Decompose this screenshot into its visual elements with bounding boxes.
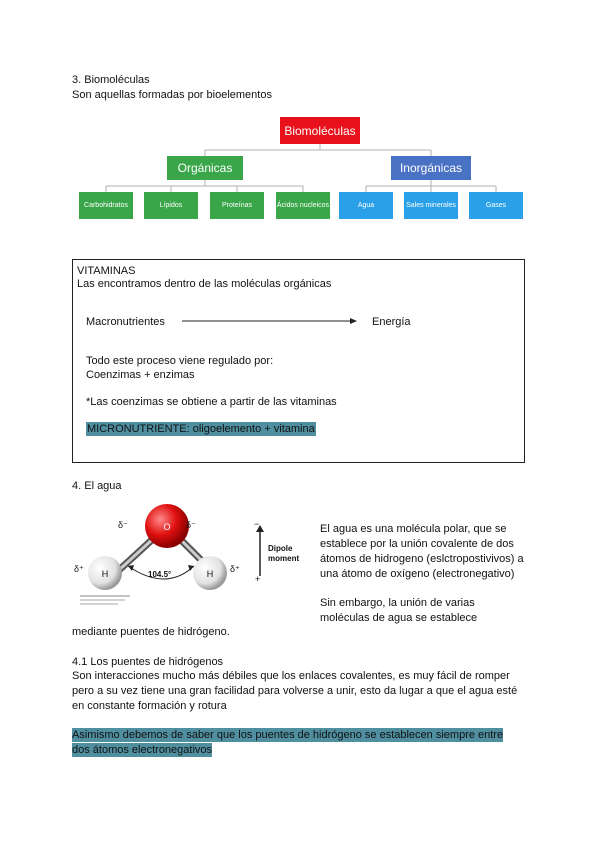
agua-para1-line4: una átomo de oxígeno (electronegativo): [320, 568, 515, 580]
agua-continuation: mediante puentes de hidrógeno.: [72, 626, 230, 638]
coenzimas-text: Coenzimas + enzimas: [86, 369, 195, 381]
oxygen-label: O: [163, 522, 171, 532]
dipole-label-1: Dipole: [268, 544, 293, 553]
delta-minus-left: δ⁻: [118, 520, 128, 530]
section-41-heading: 4.1 Los puentes de hidrógenos: [72, 656, 224, 668]
agua-para2-line1: Sin embargo, la unión de varias: [320, 597, 475, 609]
tree-leaf-agua: Agua: [339, 192, 393, 219]
tree-node-organicas: Orgánicas: [167, 156, 243, 180]
tree-leaf-sales-minerales: Sales minerales: [404, 192, 458, 219]
dipole-label-2: moment: [268, 554, 300, 563]
tree-leaf-carbohidratos: Carbohidratos: [79, 192, 133, 219]
energia-label: Energía: [372, 316, 411, 328]
section-3-heading: 3. Biomoléculas: [72, 74, 150, 86]
section-4-heading: 4. El agua: [72, 480, 122, 492]
highlight-line2: dos átomos electronegativos: [72, 744, 213, 756]
delta-minus-right: δ⁻: [186, 520, 196, 530]
nota-coenzimas: *Las coenzimas se obtiene a partir de las vitaminas: [86, 396, 337, 408]
section-41-line2: pero a su vez tiene una gran facilidad para volverse a unir, esto da lugar a que el agua esté: [72, 685, 518, 697]
agua-para1-line3: átomos de hidrogeno (eslctropostivivos) a: [320, 553, 524, 565]
tree-leaf-gases: Gases: [469, 192, 523, 219]
tree-node-inorganicas: Inorgánicas: [391, 156, 471, 180]
delta-plus-right: δ⁺: [230, 564, 240, 574]
section-41-line3: en constante formación y rotura: [72, 700, 227, 712]
tree-leaf-lipidos: Lípidos: [144, 192, 198, 219]
micronutriente-highlight: MICRONUTRIENTE: oligoelemento + vitamina: [87, 423, 315, 435]
macronutrientes-label: Macronutrientes: [86, 316, 165, 328]
hydrogen-right-label: H: [206, 569, 214, 579]
vitaminas-title: VITAMINAS: [77, 265, 136, 277]
agua-para2-line2: moléculas de agua se establece: [320, 612, 478, 624]
vitaminas-line1: Las encontramos dentro de las moléculas orgánicas: [77, 278, 332, 290]
section-3-subtitle: Son aquellas formadas por bioelementos: [72, 89, 272, 101]
agua-para1-line2: establece por la unión covalente de dos: [320, 538, 514, 550]
agua-para1-line1: El agua es una molécula polar, que se: [320, 523, 507, 535]
tree-leaf-acidos-nucleicos: Ácidos nucleicos: [276, 192, 330, 219]
delta-plus-left: δ⁺: [74, 564, 84, 574]
dipole-minus: −: [254, 519, 260, 529]
hydrogen-left-label: H: [101, 569, 109, 579]
section-41-line1: Son interacciones mucho más débiles que los enlaces covalentes, es muy fácil de romper: [72, 670, 510, 682]
arrow-macro-energia: [180, 316, 360, 326]
water-molecule-diagram: [70, 500, 315, 608]
tree-leaf-proteinas: Proteínas: [210, 192, 264, 219]
highlight-line1: Asimismo debemos de saber que los puentes de hidrógeno se establecen siempre entre: [72, 729, 504, 741]
bond-angle-label: 104.5°: [148, 570, 172, 579]
tree-root-biomoleculas: Biomoléculas: [280, 117, 360, 144]
dipole-plus: +: [255, 574, 261, 584]
proceso-text: Todo este proceso viene regulado por:: [86, 355, 274, 367]
